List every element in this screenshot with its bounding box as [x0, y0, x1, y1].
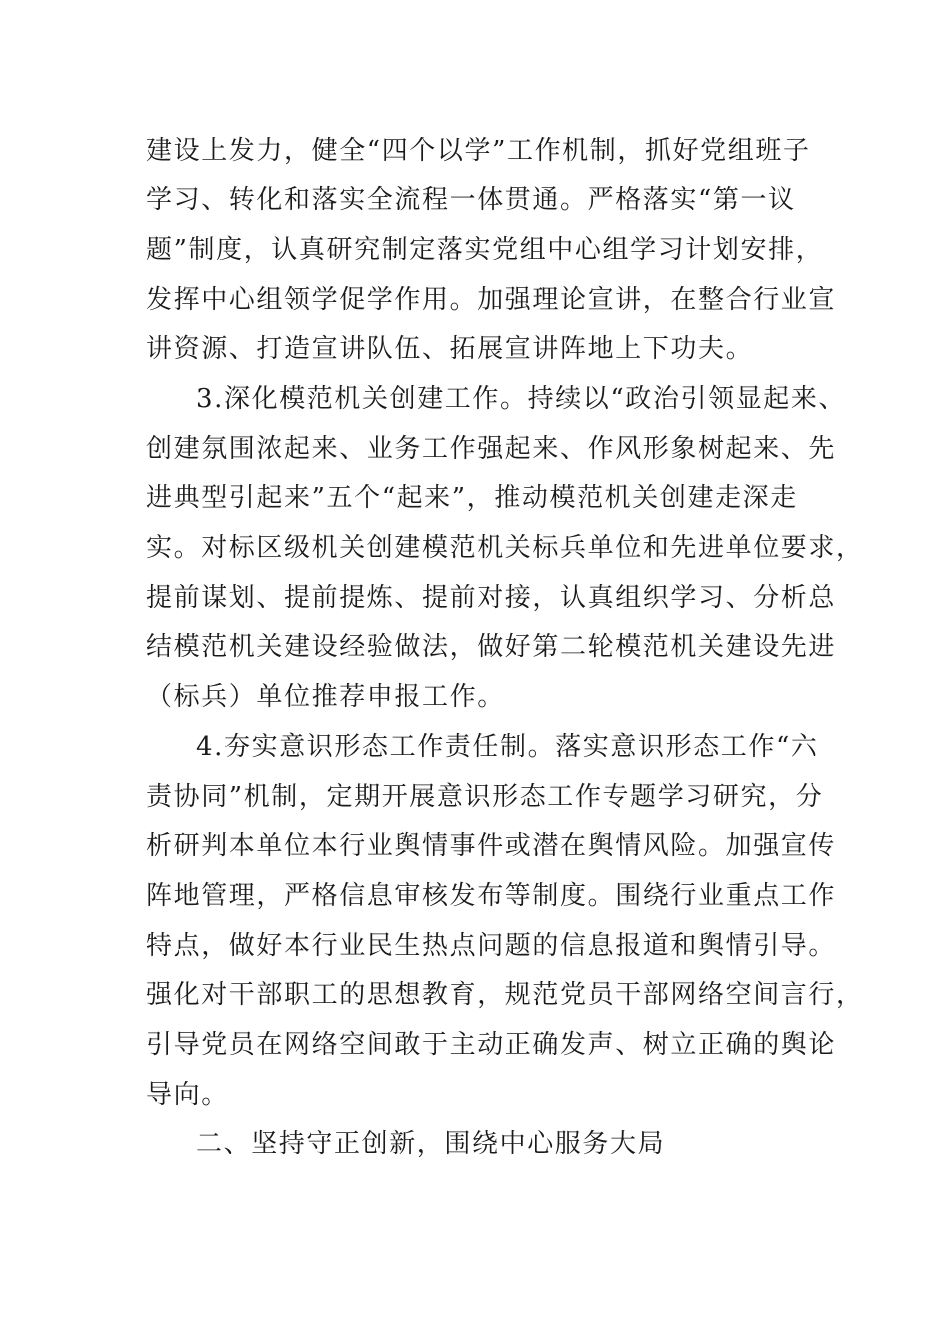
text-line: 责协同”机制，定期开展意识形态工作专题学习研究，分 — [146, 782, 824, 812]
text-line: 题”制度，认真研究制定落实党组中心组学习计划安排， — [146, 235, 824, 265]
text-line: 建设上发力，健全“四个以学”工作机制，抓好党组班子 — [146, 136, 811, 166]
text-line: 创建氛围浓起来、业务工作强起来、作风形象树起来、先 — [146, 434, 837, 464]
paragraph-3-heading: 3.深化模范机关创建工作。持续以“政治引领显起来、 — [196, 384, 847, 414]
text-line: （标兵）单位推荐申报工作。 — [146, 682, 505, 712]
text-line: 结模范机关建设经验做法，做好第二轮模范机关建设先进 — [146, 632, 837, 662]
text-line: 强化对干部职工的思想教育，规范党员干部网络空间言行， — [146, 980, 864, 1010]
text-line: 阵地管理，严格信息审核发布等制度。围绕行业重点工作 — [146, 881, 837, 911]
text-line: 讲资源、打造宣讲队伍、拓展宣讲阵地上下功夫。 — [146, 334, 754, 364]
text-line: 引导党员在网络空间敢于主动正确发声、树立正确的舆论 — [146, 1030, 837, 1060]
section-heading: 二、坚持守正创新，围绕中心服务大局 — [196, 1129, 666, 1159]
text-line: 提前谋划、提前提炼、提前对接，认真组织学习、分析总 — [146, 583, 837, 613]
paragraph-4-heading: 4.夯实意识形态工作责任制。落实意识形态工作“六 — [196, 732, 819, 762]
text-line: 实。对标区级机关创建模范机关标兵单位和先进单位要求， — [146, 533, 864, 563]
text-line: 发挥中心组领学促学作用。加强理论宣讲，在整合行业宣 — [146, 285, 837, 315]
text-line: 进典型引起来”五个“起来”，推动模范机关创建走深走 — [146, 483, 798, 513]
text-line: 导向。 — [146, 1080, 229, 1110]
text-line: 学习、转化和落实全流程一体贯通。严格落实“第一议 — [146, 185, 796, 215]
text-line: 特点，做好本行业民生热点问题的信息报道和舆情引导。 — [146, 931, 837, 961]
text-line: 析研判本单位本行业舆情事件或潜在舆情风险。加强宣传 — [146, 831, 837, 861]
